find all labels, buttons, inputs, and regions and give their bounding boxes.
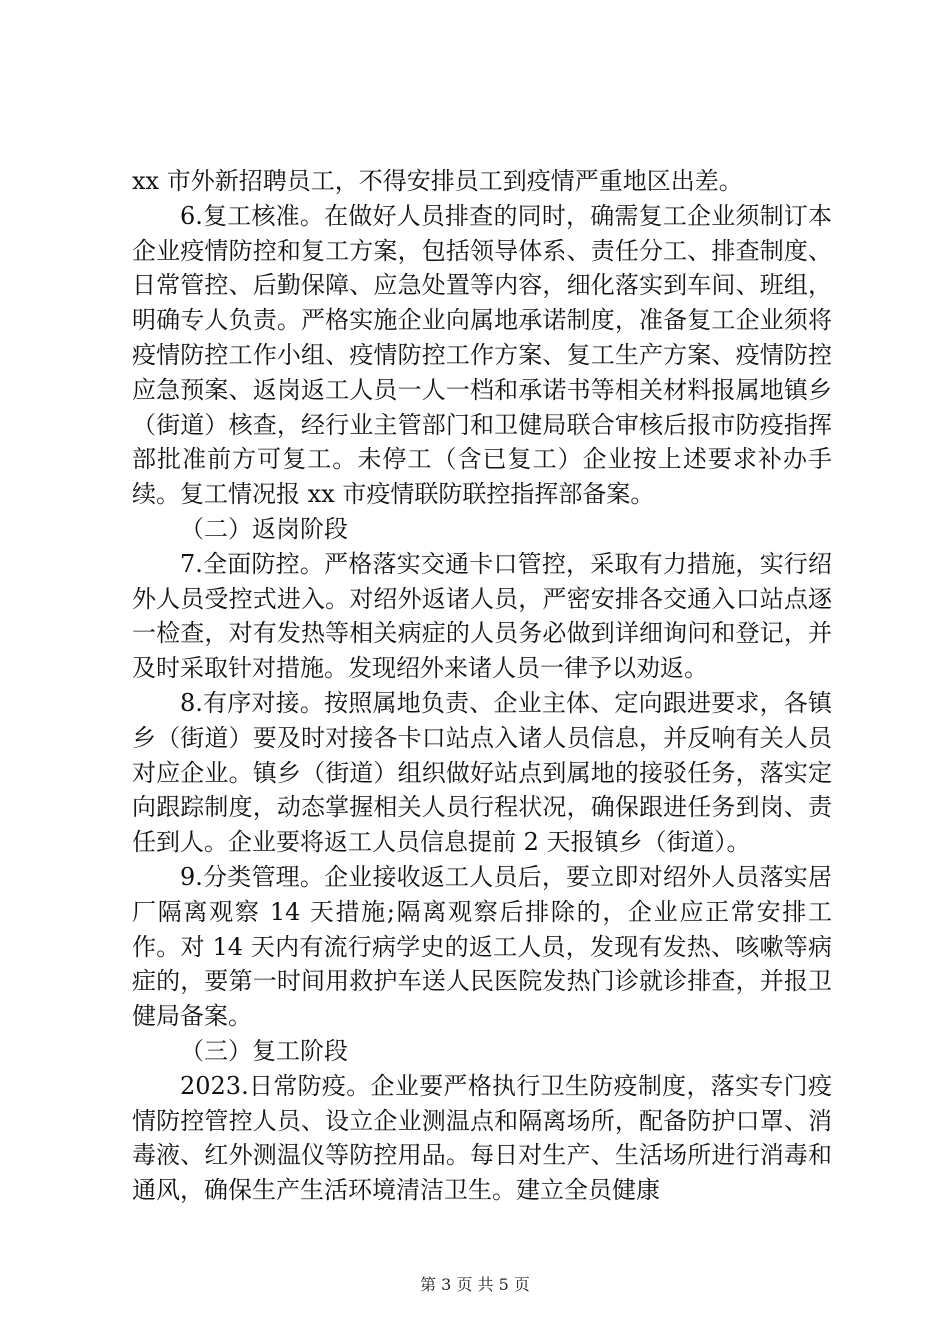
paragraph-continuation: xx 市外新招聘员工，不得安排员工到疫情严重地区出差。 [132,167,743,195]
paragraph-item-10: 2023.日常防疫。企业要严格执行卫生防疫制度，落实专门疫情防控管控人员、设立企业测温点和隔离场所，配备防护口罩、消毒液、红外测温仪等防控用品。每日对生产、生活场所进行消毒和通风，确保生产生活环境清洁卫生。建立全员健康 [132,1071,832,1205]
paragraph-item-6: 6.复工核准。在做好人员排查的同时，确需复工企业须制订本企业疫情防控和复工方案，包括领导体系、责任分工、排查制度、日常管控、后勤保障、应急处置等内容，细化落实到车间、班组，明确专人负责。严格实施企业向属地承诺制度，准备复工企业须将疫情防控工作小组、疫情防控工作方案、复工生产方案、疫情防控应急预案、返岗返工人员一人一档和承诺书等相关材料报属地镇乡（街道）核查，经行业主管部门和卫健局联合审核后报市防疫指挥部批准前方可复工。未停工（含已复工）企业按上述要求补办手续。复工情况报 xx 市疫情联防联控指挥部备案。 [132,201,832,509]
paragraph-item-8: 8.有序对接。按照属地负责、企业主体、定向跟进要求，各镇乡（街道）要及时对接各卡口站点入诸人员信息，并反响有关人员对应企业。镇乡（街道）组织做好站点到属地的接驳任务，落实定向跟踪制度，动态掌握相关人员行程状况，确保跟进任务到岗、责任到人。企业要将返工人员信息提前 2 天报镇乡（街道）。 [132,688,832,857]
paragraph-item-7: 7.全面防控。严格落实交通卡口管控，采取有力措施，实行绍外人员受控式进入。对绍外返诸人员，严密安排各交通入口站点逐一检查，对有发热等相关病症的人员务必做到详细询问和登记，并及时采取针对措施。发现绍外来诸人员一律予以劝返。 [132,549,832,683]
paragraph-item-9: 9.分类管理。企业接收返工人员后，要立即对绍外人员落实居厂隔离观察 14 天措施;隔离观察后排除的，企业应正常安排工作。对 14 天内有流行病学史的返工人员，发现有发热、咳嗽等病症的，要第一时间用救护车送人民医院发热门诊就诊排查，并报卫健局备案。 [132,862,832,1031]
section-heading-return: （二）返岗阶段 [180,514,348,543]
section-heading-resume: （三）复工阶段 [180,1036,348,1065]
page-number-footer: 第 3 页 共 5 页 [420,1275,530,1294]
document-body [132,164,832,1208]
